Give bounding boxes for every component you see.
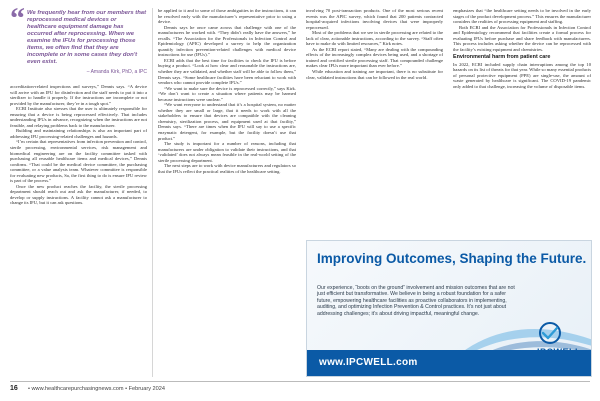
article-paragraph: Building and maintaining relationships is also an important part of addressing IFU processing-related challenges and hazards. <box>10 128 147 139</box>
article-paragraph: “We want to make sure the device is reprocessed correctly,” says Kirk. “We don’t want to create a situation where patients may be harmed because instructions were unclear.” <box>158 85 296 102</box>
article-paragraph: Most of the problems that we see in sterile processing are related to the lack of clear, actionable instructions, according to the survey. “Staff often have to make do with limited resources,” Kirk notes. <box>306 30 443 47</box>
publication-info: • www.healthcarepurchasingnews.com • February 2024 <box>28 386 165 392</box>
article-paragraph: emphasizes that “the healthcare setting needs to be involved in the early stages of the product development process.” This ensures the manufacturer considers the realities of processing equipment and staffing. <box>453 8 591 25</box>
article-paragraph: The study is important for a number of reasons, including that manufacturers are under obligation to validate their instructions, and that ‘validated’ does not always mean feasible in the real-world setting of the sterile processing department. <box>158 141 296 163</box>
article-paragraph: “We want everyone to understand that it’s a hospital system, no matter whether they are small or large, that it needs to work with all the stakeholders to ensure that devices are compatible with the cleaning chemistry, sterilization process, and equipment used at that facility,” Dennis says. “There are times when the IFU will say to use a specific enzymatic detergent, for example, but the facility doesn’t use that product.” <box>158 102 296 141</box>
article-paragraph: be applied to it and to some of those ambiguities in the instructions, it can be resolved early with the manufacturer’s representative prior to using a device. <box>158 8 296 25</box>
article-paragraph: Both ECRI and the Association for Professionals in Infection Control and Epidemiology recommend that facilities create a formal process for evaluating IFUs before purchase and share feedback with manufacturers. This process includes asking whether the device can be reprocessed with the facility’s existing equipment and chemistries. <box>453 24 591 52</box>
article-paragraph: involving 70 post-transaction products. One of the most serious recent events was the APIC survey, which found that 200 patients contracted hospital-acquired infections involving devices that were improperly reprocessed. <box>306 8 443 30</box>
pull-quote <box>10 2 147 80</box>
article-column-1 <box>10 84 147 377</box>
quote-mark-icon: “ <box>10 2 25 35</box>
column-divider <box>152 8 153 377</box>
article-paragraph: Once the new product reaches the facility, the sterile processing department should reach out and ask the manufacturer, if needed, to develop or supply instructions. A facility cannot ask a manufacturer to change its IFU, but it can ask questions. <box>10 183 147 206</box>
article-paragraph: ECRI adds that the best time for facilities to check the IFU is before buying a product. “Look at how clear and reasonable the instructions are, whether they are validated, and whether staff will be able to follow them,” Dennis says. “Some healthcare facilities have been reluctant to work with vendors who cannot provide complete IFUs.” <box>158 57 296 86</box>
article-paragraph: “I’m certain that representatives from infection prevention and control, sterile processing, environmental services, risk management and biomedical engineering are on the facility committee tasked with purchasing all reusable healthcare items and medical devices,” Dennis confirms. “That could be the medical device committee, the purchasing committee, or a value analysis team. Whatever committee is responsible for evaluating new products, Sa, the first thing to do is ensure IFU review is part of the process.” <box>10 139 147 184</box>
ipcwell-logo-icon <box>519 321 581 349</box>
article-paragraph: accreditation-related inspections and surveys,” Dennis says. “A device will arrive with an IFU for disinfection and the staff needs to put it into a sterilizer to handle it properly. If the instructions are incomplete or not provided by the manufacturer, they’re in a tough spot.” <box>10 84 147 106</box>
page-footer <box>10 384 590 396</box>
pull-quote-text: We frequently hear from our members that reprocessed medical devices or healthcare equipment damage has occurred after reprocessing. When we examine the IFUs for processing those items, we often find that they are incomplete or in some cases they don't even exist. <box>27 10 147 65</box>
article-paragraph: As the ECRI report stated, “Many are dealing with the compounding effects of the increasingly complex devices being used, and a shortage of trained and certified sterile processing staff. That compounded challenge makes clear IFUs more important than ever before.” <box>306 46 443 69</box>
ad-headline: Improving Outcomes, Shaping the Future. <box>317 251 587 266</box>
article-paragraph: Dennis says he once came across that challenge with one of the manufacturers he worked with. “They didn’t really have the answers,” he recalls. “The Association for the Professionals in Infection Control and Epidemiology (APIC) developed a survey to help the organization quantify infection prevention-related challenges with medical device instructions for use (IFUs).” <box>158 24 296 58</box>
article-paragraph: The next steps are to work with device manufacturers and regulators so that the IFUs reflect the practical realities of the healthcare setting. <box>158 163 296 174</box>
footer-divider <box>10 381 590 382</box>
advertisement[interactable] <box>306 240 592 377</box>
article-column-3 <box>306 8 443 234</box>
article-paragraph: ECRI Institute also stresses that the user is ultimately responsible for ensuring that a device is being reprocessed effectively. That includes understanding IFUs in advance, recognizing when the instructions are not feasible, and relaying problems back to the manufacturer. <box>10 106 147 128</box>
ad-url-link[interactable]: www.IPCWELL.com <box>319 357 418 368</box>
pull-quote-attribution: – Amanda Kirk, PhD, a IPC <box>86 69 147 75</box>
page-number: 16 <box>10 385 18 392</box>
section-heading: Environmental harm from patient care <box>453 54 551 61</box>
ad-body-text: Our experience, “boots on the ground” involvement and mission outcomes that are not just efficient but transformative. We believe in being a robust foundation for a safer future, empowering healthcare facilities as proactive collaborators in implementing, auditing, and optimizing Infection Prevention & Control practices. It’s not just about addressing challenges; it’s about driving impactful, meaningful change. <box>317 285 515 317</box>
article-column-2 <box>158 8 296 377</box>
article-column-4 <box>453 8 591 234</box>
article-paragraph: In 2022, ECRI included supply chain interruptions among the top 10 hazards on its list of threats for that year. While so many essential products of personal protective equipment (PPE) are single-use, the amount of waste generated by healthcare is significant. The COVID-19 pandemic only added to that challenge, increasing the volume of disposable items. <box>453 61 591 89</box>
article-paragraph: While education and training are important, there is no substitute for clear, validated instructions that can be followed in the real world. <box>306 69 443 80</box>
